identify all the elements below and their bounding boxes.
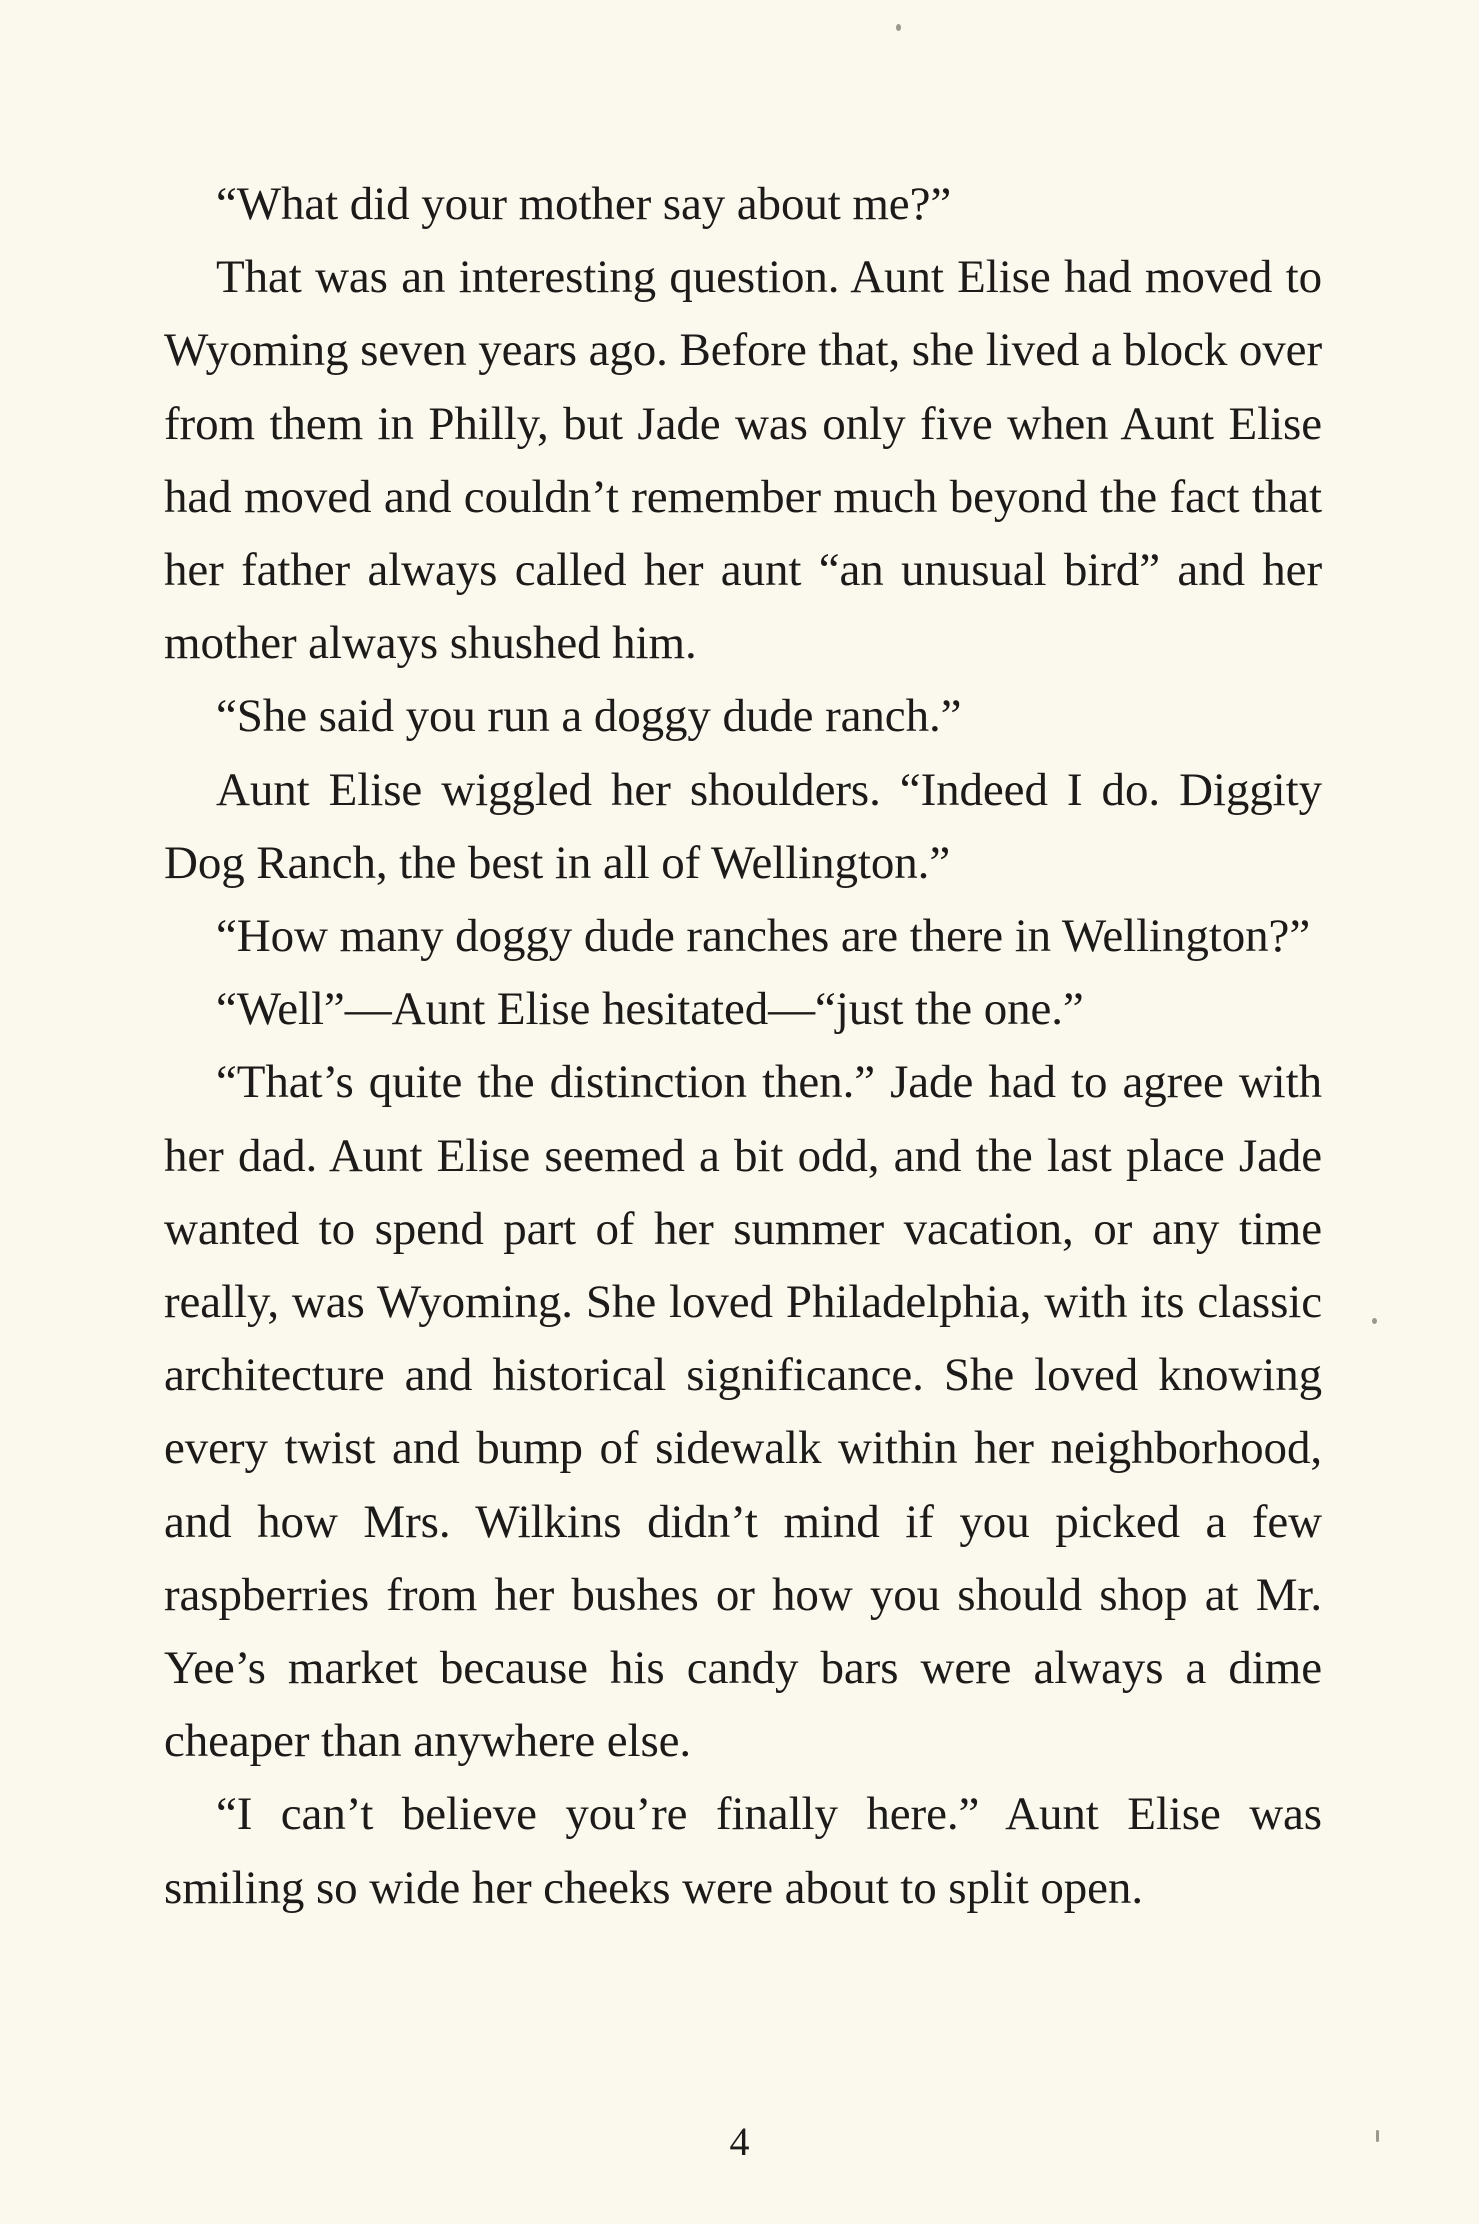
paper-speck bbox=[1376, 2130, 1379, 2142]
page-number: 4 bbox=[729, 2119, 750, 2164]
paragraph-1: “What did your mother say about me?” bbox=[216, 178, 952, 230]
paragraph-4: Aunt Elise wiggled her shoulders. “Indeed I do. Diggity Dog Ranch, the best in all of Wellington.” bbox=[164, 763, 1322, 889]
paper-speck bbox=[1372, 1318, 1377, 1324]
paragraph-3: “She said you run a doggy dude ranch.” bbox=[216, 690, 962, 743]
paragraph-2: That was an interesting question. Aunt Elise had moved to Wyoming seven years ago. Before that, she lived a block over from them in Philly, but Jade was only five when Aunt Elise had moved and couldn’t remember much beyond the fact that her father always called her aunt “an unusual bird” and her mother always shushed him. bbox=[164, 251, 1322, 670]
paragraph-7: “That’s quite the distinction then.” Jade had to agree with her dad. Aunt Elise seemed a bit odd, and the last place Jade wanted to spend part of her summer vacation, or any time really, was Wyoming. She loved Philadelphia, with its classic architecture and historical significance. She loved knowing every twist and bump of sidewalk within her neighborhood, and how Mrs. Wilkins didn’t mind if you picked a few raspberries from her bushes or how you should shop at Mr. Yee’s market because his candy bars were always a dime cheaper than anywhere else. bbox=[164, 1056, 1322, 1768]
paragraph-8: “I can’t believe you’re finally here.” Aunt Elise was smiling so wide her cheeks were about to split open. bbox=[164, 1788, 1322, 1914]
paper-speck bbox=[896, 24, 901, 31]
paragraph-6: “Well”—Aunt Elise hesitated—“just the one.” bbox=[216, 983, 1084, 1036]
paragraph-5: “How many doggy dude ranches are there in Wellington?” bbox=[216, 910, 1311, 963]
body-text bbox=[164, 168, 1322, 1925]
